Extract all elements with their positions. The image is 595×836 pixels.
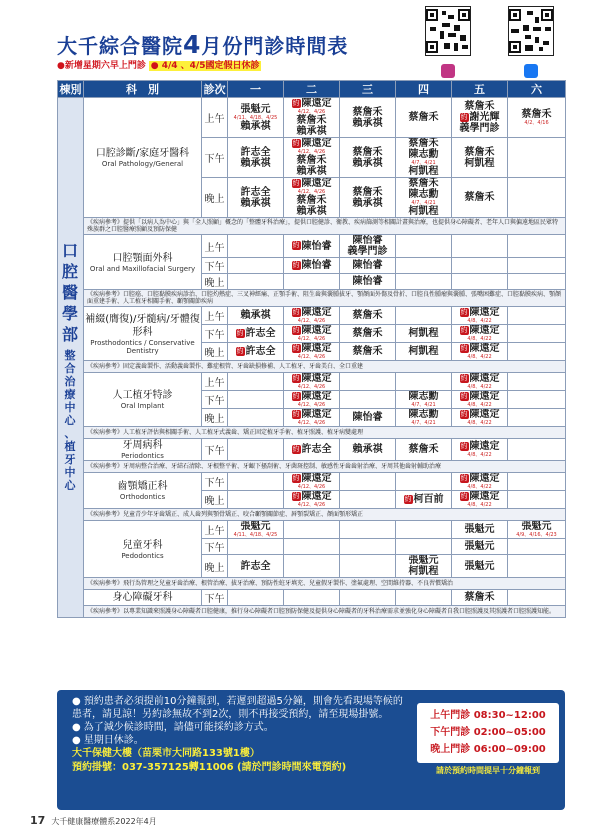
doctor-cell[interactable]: 約 陳遠定 4/12、4/26 [284,325,340,343]
table-row [58,235,566,258]
doctor-cell[interactable] [396,539,452,555]
doctor-cell[interactable]: 蔡詹禾 [452,178,508,218]
date-note: 4/8、4/22 [467,402,492,408]
page-number: 17 [30,814,46,827]
session-label: 上午 [202,373,228,391]
disease-reference-row [58,578,566,590]
instagram-icon [441,64,455,78]
appointment-badge: 約 [460,112,468,121]
disease-reference: 《疾病參考》固定義齒製作、活動義齒製作、難症根管、牙齒缺損修補、人工植牙、牙齒美白、全口重建 [84,361,566,373]
hours-evening: 晚上門診 06:00~09:00 [430,744,546,755]
doctor-cell[interactable]: 約 陳遠定 4/8、4/22 [452,391,508,409]
disease-reference-row [58,290,566,307]
side-label-char: 學 [61,304,78,323]
doctor-cell[interactable]: 柯凱程 [396,325,452,343]
disease-reference-row [58,361,566,373]
facebook-icon [524,64,538,78]
doctor-cell[interactable]: 約 陳遠定 4/8、4/22 [452,343,508,361]
date-note: 4/8、4/22 [467,318,492,324]
doctor-cell[interactable] [508,235,566,258]
disease-reference-row [58,427,566,439]
session-label: 下午 [202,473,228,491]
date-note: 4/9、4/16、4/23 [516,532,557,538]
note-item: ● 星期日休診。 [72,735,144,746]
date-note: 4/12、4/26 [297,318,326,324]
date-note: 4/8、4/22 [467,502,492,508]
appointment-badge: 約 [460,441,468,450]
doctor-cell[interactable]: 約 許志全 [284,439,340,461]
date-note: 4/12、4/26 [297,189,326,195]
col-session: 診次 [202,81,228,98]
table-row [58,521,566,539]
doctor-cell[interactable]: 約 陳遠定 4/8、4/22 [452,373,508,391]
doctor-cell[interactable]: 約 陳遠定 4/12、4/26 [284,307,340,325]
appointment-badge: 約 [292,373,300,382]
session-label: 晚上 [202,409,228,427]
doctor-cell[interactable]: 約 柯百前 [396,491,452,509]
doctor-cell[interactable] [396,307,452,325]
disease-reference-row [58,461,566,473]
doctor-cell[interactable] [228,491,284,509]
appointment-badge: 約 [236,346,244,355]
doctor-cell[interactable] [508,473,566,491]
department-name: 齒顎矯正科 Orthodontics [84,473,202,509]
doctor-cell[interactable]: 約 許志全 [228,325,284,343]
doctor-cell[interactable]: 約 許志全 [228,343,284,361]
doctor-cell[interactable]: 許志全 賴承祺 [228,138,284,178]
session-label: 下午 [202,590,228,606]
date-note: 4/11、4/18、4/25 [233,532,278,538]
doctor-cell[interactable]: 陳志勳 4/7、4/21 [396,409,452,427]
holiday-notice: ● 4/4 、4/5國定假日休診 [150,61,260,71]
doctor-cell[interactable] [340,391,396,409]
doctor-cell[interactable]: 蔡詹禾 [340,343,396,361]
doctor-cell[interactable]: 約 陳遠定 4/12、4/26 蔡詹禾 賴承祺 [284,98,340,138]
appointment-badge: 約 [236,328,244,337]
department-name: 人工植牙特診 Oral Implant [84,373,202,427]
doctor-cell[interactable]: 陳怡睿 [340,258,396,274]
doctor-cell[interactable]: 約 陳遠定 4/8、4/22 [452,491,508,509]
appointment-badge: 約 [460,325,468,334]
footer-text: 大千健康醫療體系2022年4月 [51,817,157,826]
doctor-cell[interactable] [228,235,284,258]
doctor-cell[interactable] [508,343,566,361]
date-note: 4/7、4/21 [411,420,436,426]
bullet-icon: ● [72,722,81,733]
clinic-hours [417,703,559,763]
doctor-cell[interactable]: 蔡詹禾 [452,590,508,606]
appointment-badge: 約 [460,307,468,316]
disease-reference: 《疾病參考》提供「以病人為中心」與「全人照顧」概念的「整體牙科治療」，提供口腔健診、衛教、疾病篩測等相關計畫與治療，也提供身心障礙者、老年人口與偏遠地區民眾特殊族群之口腔醫療照顧及預防保健 [84,218,566,235]
doctor-cell[interactable]: 蔡詹禾 [396,439,452,461]
doctor-cell[interactable] [452,274,508,290]
doctor-cell[interactable] [340,555,396,578]
date-note: 4/12、4/26 [297,402,326,408]
date-note: 4/12、4/26 [297,384,326,390]
doctor-cell[interactable] [284,274,340,290]
qr-pattern-icon [509,9,553,53]
doctor-cell[interactable]: 蔡詹禾 賴承祺 [340,138,396,178]
doctor-cell[interactable]: 約 陳遠定 4/12、4/26 蔡詹禾 賴承祺 [284,178,340,218]
doctor-cell[interactable]: 許志全 賴承祺 [228,178,284,218]
col-wed: 三 [340,81,396,98]
hours-morning: 上午門診 08:30~12:00 [430,710,546,721]
doctor-cell[interactable]: 柯凱程 [396,343,452,361]
doctor-cell[interactable] [508,373,566,391]
doctor-cell[interactable] [228,391,284,409]
session-label: 下午 [202,539,228,555]
doctor-cell[interactable]: 蔡詹禾 約 謝光輝 義學門診 [452,98,508,138]
date-note: 4/12、4/26 [297,354,326,360]
doctor-cell[interactable] [340,521,396,539]
doctor-cell[interactable] [508,439,566,461]
doctor-cell[interactable]: 陳怡睿 [340,274,396,290]
side-label-char: 部 [61,325,78,344]
doctor-cell[interactable]: 蔡詹禾 [396,98,452,138]
date-note: 4/12、4/26 [297,149,326,155]
appointment-badge: 約 [292,138,300,147]
col-thu: 四 [396,81,452,98]
table-row [58,439,566,461]
doctor-cell[interactable] [228,439,284,461]
side-label-char: 口 [61,241,78,260]
table-row [58,373,566,391]
appointment-badge: 約 [292,178,300,187]
appointment-badge: 約 [292,409,300,418]
doctor-cell[interactable]: 約 陳遠定 4/8、4/22 [452,473,508,491]
doctor-cell[interactable]: 約 陳怡睿 [284,235,340,258]
doctor-cell[interactable]: 約 陳遠定 4/12、4/26 [284,391,340,409]
doctor-cell[interactable] [508,539,566,555]
department-name: 身心障礙牙科 [84,590,202,606]
doctor-cell[interactable] [340,539,396,555]
session-label: 晚上 [202,274,228,290]
doctor-cell[interactable] [228,409,284,427]
doctor-cell[interactable] [508,491,566,509]
doctor-cell[interactable]: 約 陳遠定 4/8、4/22 [452,409,508,427]
col-building: 棟別 [58,81,84,98]
date-note: 4/12、4/26 [297,109,326,115]
doctor-cell[interactable] [284,539,340,555]
appointment-badge: 約 [460,373,468,382]
date-note: 4/8、4/22 [467,384,492,390]
doctor-cell[interactable]: 賴承祺 [340,439,396,461]
col-tue: 二 [284,81,340,98]
session-label: 晚上 [202,343,228,361]
doctor-cell[interactable]: 約 陳遠定 4/8、4/22 [452,307,508,325]
col-sat: 六 [508,81,566,98]
department-name: 補綴(膺復)/牙髓病/牙體復形科 Prosthodontics / Conservative Dentistry [84,307,202,361]
doctor-cell[interactable] [396,521,452,539]
appointment-badge: 約 [292,391,300,400]
doctor-cell[interactable]: 蔡詹禾 4/2、4/16 [508,98,566,138]
doctor-cell[interactable]: 約 陳遠定 4/12、4/26 [284,409,340,427]
doctor-cell[interactable] [508,274,566,290]
date-note: 4/8、4/22 [467,354,492,360]
hours-afternoon: 下午門診 02:00~05:00 [430,727,546,738]
page-title: 大千綜合醫院4月份門診時間表 [57,30,349,59]
side-label-char: 醫 [61,283,78,302]
doctor-cell[interactable] [228,473,284,491]
hours-note: 請於預約時間提早十分鐘報到 [436,766,540,775]
side-label-sub: 整 合 治 療 中 心 、 植 牙 中 心 [64,349,76,492]
notes-list [72,695,412,775]
doctor-cell[interactable] [228,274,284,290]
doctor-cell[interactable] [508,325,566,343]
doctor-cell[interactable]: 約 陳遠定 4/8、4/22 [452,325,508,343]
session-label: 下午 [202,439,228,461]
session-label: 上午 [202,235,228,258]
doctor-cell[interactable]: 張魁元 柯凱程 [396,555,452,578]
doctor-cell[interactable] [508,391,566,409]
appointment-badge: 約 [404,494,412,503]
doctor-cell[interactable] [396,274,452,290]
session-label: 上午 [202,98,228,138]
department-name: 兒童牙科 Pedodontics [84,521,202,578]
date-note: 4/12、4/26 [297,336,326,342]
date-note: 4/2、4/16 [524,120,549,126]
phone[interactable]: 預約掛號：037-357125轉11006 (請於門診時間來電預約) [72,762,347,773]
doctor-cell[interactable]: 張魁元 4/11、4/18、4/25 賴承祺 [228,98,284,138]
table-row [58,473,566,491]
bullet-icon: ● [72,735,81,746]
doctor-cell[interactable]: 約 陳遠定 4/8、4/22 [452,439,508,461]
doctor-cell[interactable]: 蔡詹禾 [340,325,396,343]
doctor-cell[interactable] [340,491,396,509]
doctor-cell[interactable]: 賴承祺 [228,307,284,325]
session-label: 下午 [202,391,228,409]
date-note: 4/8、4/22 [467,484,492,490]
doctor-cell[interactable] [508,555,566,578]
disease-reference: 《疾病參考》牙周病整合治療、牙結石清除、牙根整平術、牙齦下搔刮術、牙菌斑控制、敏感性牙齒齒射治療、牙周其他齒射輔助治療 [84,461,566,473]
doctor-cell[interactable]: 張魁元 [452,555,508,578]
session-label: 下午 [202,258,228,274]
doctor-cell[interactable]: 蔡詹禾 賴承祺 [340,178,396,218]
new-clinic-notice: ●新增星期六早上門診 [57,61,146,71]
doctor-cell[interactable]: 張魁元 4/9、4/16、4/23 [508,521,566,539]
appointment-badge: 約 [460,343,468,352]
session-label: 晚上 [202,491,228,509]
header [0,0,595,80]
doctor-cell[interactable] [508,178,566,218]
disease-reference-row [58,509,566,521]
doctor-cell[interactable] [508,590,566,606]
session-label: 下午 [202,138,228,178]
doctor-cell[interactable]: 蔡詹禾 陳志勳 4/7、4/21 柯凱程 [396,178,452,218]
table-row [58,98,566,138]
col-mon: 一 [228,81,284,98]
doctor-cell[interactable] [508,409,566,427]
appointment-badge: 約 [292,241,300,249]
doctor-cell[interactable] [284,555,340,578]
doctor-cell[interactable] [508,307,566,325]
side-label-char: 腔 [61,262,78,281]
doctor-cell[interactable]: 張魁元 4/11、4/18、4/25 [228,521,284,539]
session-label: 晚上 [202,178,228,218]
footer [30,814,157,827]
doctor-cell[interactable] [228,539,284,555]
note-item: ● 為了減少候診時間，請儘可能採約診方式。 [72,722,274,733]
doctor-cell[interactable] [284,521,340,539]
table-header-row [58,81,566,98]
date-note: 4/8、4/22 [467,420,492,426]
appointment-badge: 約 [292,98,300,107]
appointment-badge: 約 [460,491,468,500]
department-name: 口腔顎面外科 Oral and Maxillofacial Surgery [84,235,202,290]
appointment-badge: 約 [292,260,300,269]
department-side-label [57,240,83,492]
date-note: 4/12、4/26 [297,420,326,426]
disease-reference-row [58,606,566,618]
disease-reference-row [58,218,566,235]
doctor-cell[interactable] [396,258,452,274]
session-label: 晚上 [202,555,228,578]
department-name: 口腔診斷/家庭牙醫科 Oral Pathology/General [84,98,202,218]
doctor-cell[interactable]: 蔡詹禾 賴承祺 [340,98,396,138]
appointment-badge: 約 [460,391,468,400]
doctor-cell[interactable] [396,590,452,606]
doctor-cell[interactable]: 約 陳遠定 4/12、4/26 [284,473,340,491]
doctor-cell[interactable] [340,590,396,606]
date-note: 4/7、4/21 [411,200,436,206]
appointment-badge: 約 [292,444,300,453]
appointment-badge: 約 [292,473,300,482]
doctor-cell[interactable]: 張魁元 [452,539,508,555]
disease-reference: 《疾病參考》人工植牙評估與相關手術、人工植牙式義齒、矯正固定植牙手術、植牙照護、植牙病變處理 [84,427,566,439]
doctor-cell[interactable] [228,258,284,274]
doctor-cell[interactable]: 陳怡睿 [340,409,396,427]
appointment-badge: 約 [292,307,300,316]
date-note: 4/7、4/21 [411,160,436,166]
date-note: 4/8、4/22 [467,452,492,458]
doctor-cell[interactable] [452,235,508,258]
appointment-badge: 約 [460,409,468,418]
doctor-cell[interactable]: 張魁元 [452,521,508,539]
table-row [58,307,566,325]
note-item: ● 預約患者必須提前10分鐘報到，若遲到超過5分鐘，則會先看現場等候的患者，請見諒！另約診無故不到2次，則不再接受預約，請至現場掛號。 [72,696,403,720]
doctor-cell[interactable] [228,590,284,606]
disease-reference: 《疾病參考》飛行為管理之兒童牙齒治療、根管治療、拔牙治療、預防性蛀牙填充、兒童假牙製作、塗氟處理、空間維持器、不良習慣矯治 [84,578,566,590]
doctor-cell[interactable]: 蔡詹禾 [340,307,396,325]
doctor-cell[interactable]: 約 陳遠定 4/12、4/26 [284,373,340,391]
facebook-qr-code[interactable] [508,6,554,56]
doctor-cell[interactable] [228,373,284,391]
clinic-schedule-table [57,80,566,618]
table-row [58,590,566,606]
doctor-cell[interactable] [508,258,566,274]
appointment-badge: 約 [292,325,300,334]
qr-pattern-icon [426,9,470,53]
notice-line [57,58,261,71]
disease-reference: 《疾病參考》以專業知識來照護身心障礙者口腔健康，推行身心障礙者口腔預防保健及提供身心障礙者的牙科治療需求並強化身心障礙者自我口腔照護及其照護者口腔照護知能。 [84,606,566,618]
date-note: 4/12、4/26 [297,502,326,508]
doctor-cell[interactable] [284,590,340,606]
department-name: 牙周病科 Periodontics [84,439,202,461]
doctor-cell[interactable]: 約 陳遠定 4/12、4/26 蔡詹禾 賴承祺 [284,138,340,178]
doctor-cell[interactable]: 蔡詹禾 柯凱程 [452,138,508,178]
doctor-cell[interactable] [396,373,452,391]
date-note: 4/11、4/18、4/25 [233,114,278,121]
appointment-badge: 約 [292,491,300,500]
doctor-cell[interactable] [452,258,508,274]
doctor-cell[interactable] [508,138,566,178]
appointment-badge: 約 [460,473,468,482]
doctor-cell[interactable]: 蔡詹禾 陳志勳 4/7、4/21 柯凱程 [396,138,452,178]
doctor-cell[interactable] [396,473,452,491]
col-department: 科 別 [84,81,202,98]
disease-reference: 《疾病參考》口腔癌、口腔黏膜疾病診治、口腔灼熱症、三叉神經痛、正顎手術、阻生齒與囊腫拔牙、顎顏面外傷及骨折、口腔良性腫瘤與囊腫、張嘴困難症、口腔黏膜疾病、顎顏面重建手術、人工植牙相關手術、顳顎關節疾病 [84,290,566,307]
doctor-cell[interactable]: 約 陳遠定 4/12、4/26 [284,343,340,361]
session-label: 上午 [202,307,228,325]
address: 大千保健大樓（苗栗市大同路133號1樓） [72,748,260,759]
date-note: 4/8、4/22 [467,336,492,342]
doctor-cell[interactable]: 約 陳怡睿 [284,258,340,274]
doctor-cell[interactable] [340,473,396,491]
col-fri: 五 [452,81,508,98]
doctor-cell[interactable]: 陳怡睿 義學門診 [340,235,396,258]
doctor-cell[interactable]: 許志全 [228,555,284,578]
session-label: 上午 [202,521,228,539]
instagram-qr-code[interactable] [425,6,471,56]
bullet-icon: ● [72,696,81,707]
date-note: 4/12、4/26 [297,484,326,490]
disease-reference: 《疾病參考》兒童青少年牙齒矯正、成人齒列與顎骨矯正、咬合顳顎關節症、唇顎裂矯正、顏面顎形矯正 [84,509,566,521]
doctor-cell[interactable]: 約 陳遠定 4/12、4/26 [284,491,340,509]
doctor-cell[interactable] [396,235,452,258]
session-label: 下午 [202,325,228,343]
doctor-cell[interactable]: 陳志勳 4/7、4/21 [396,391,452,409]
appointment-badge: 約 [292,343,300,352]
doctor-cell[interactable] [340,373,396,391]
date-note: 4/7、4/21 [411,402,436,408]
